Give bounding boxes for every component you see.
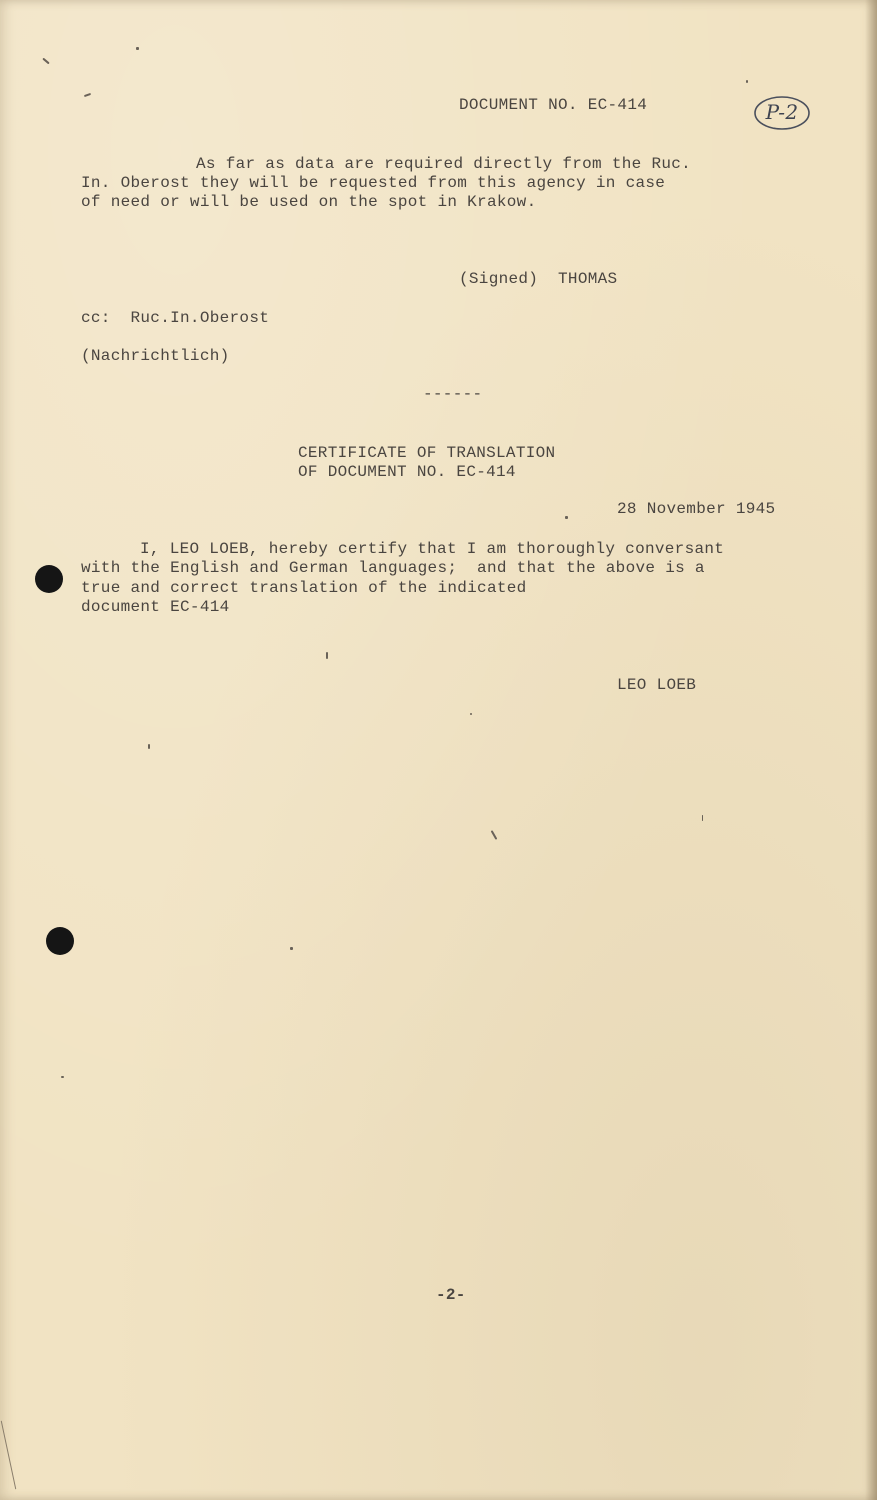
certificate-date: 28 November 1945	[617, 500, 776, 518]
page-mark-text: P-2	[765, 100, 799, 124]
certificate-title-1: CERTIFICATE OF TRANSLATION	[298, 444, 556, 462]
paper-speck	[148, 744, 150, 749]
paper-speck	[61, 1076, 64, 1078]
punch-hole-top	[35, 565, 63, 593]
cc-line: cc: Ruc.In.Oberost	[81, 309, 270, 327]
page-edge-shadow	[865, 0, 877, 1500]
certificate-line-3: true and correct translation of the indicated	[81, 579, 527, 597]
paper-speck	[42, 58, 49, 65]
paper-speck	[1, 1421, 17, 1490]
paper-speck	[290, 947, 293, 950]
certificate-line-2: with the English and German languages; and that the above is a	[81, 559, 705, 577]
body-line-2: In. Oberost they will be requested from this agency in case	[81, 174, 666, 192]
section-divider: ------	[423, 385, 483, 403]
body-line-1: As far as data are required directly from the Ruc.	[196, 155, 692, 173]
body-line-3: of need or will be used on the spot in Krakow.	[81, 193, 537, 211]
paper-speck	[470, 713, 472, 715]
cc-note: (Nachrichtlich)	[81, 347, 230, 365]
document-number: DOCUMENT NO. EC-414	[459, 96, 648, 114]
certificate-title-2: OF DOCUMENT NO. EC-414	[298, 463, 516, 481]
paper-speck	[746, 80, 748, 83]
certificate-signer: LEO LOEB	[617, 676, 697, 694]
paper-speck	[491, 830, 498, 840]
certificate-line-4: document EC-414	[81, 598, 230, 616]
certificate-line-1: I, LEO LOEB, hereby certify that I am thoroughly conversant	[140, 540, 725, 558]
paper-speck	[565, 516, 568, 519]
page-mark-stamp	[752, 94, 812, 132]
punch-hole-bottom	[46, 927, 74, 955]
paper-speck	[326, 652, 328, 659]
paper-speck	[84, 93, 91, 97]
page-number: -2-	[436, 1286, 466, 1304]
paper-speck	[702, 815, 703, 821]
paper-speck	[136, 47, 139, 50]
signature: (Signed) THOMAS	[459, 270, 618, 288]
